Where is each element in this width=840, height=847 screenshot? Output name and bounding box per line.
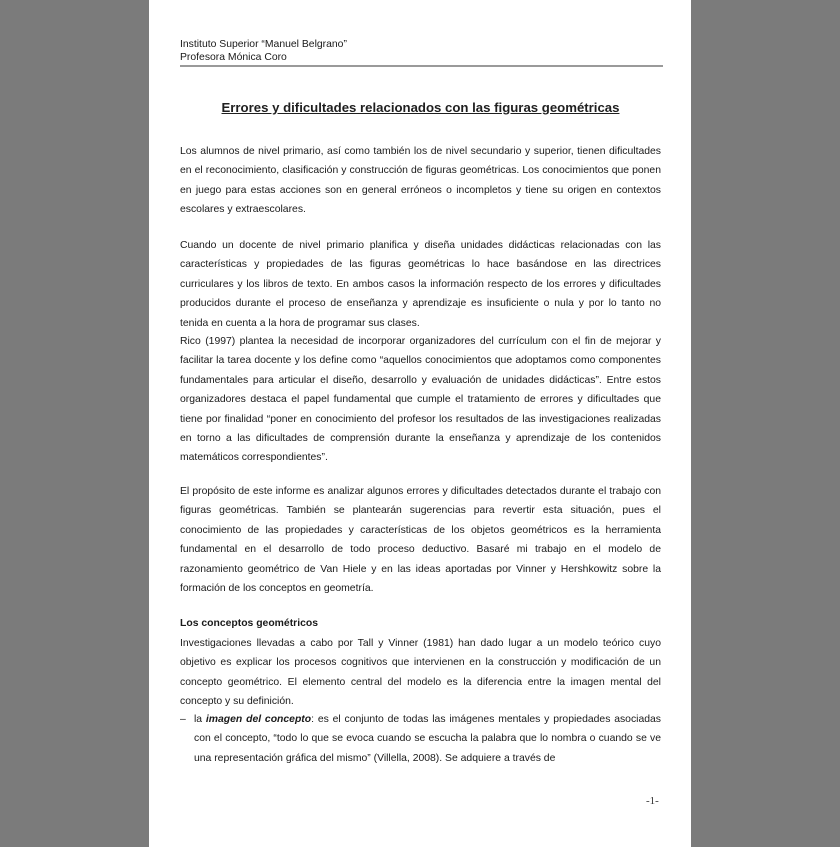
header-divider — [180, 65, 663, 67]
paragraph-3: Rico (1997) plantea la necesidad de incorporar organizadores del currículum con el fin de mejorar y facilitar la tarea docente y los define como “aquellos conocimientos que adoptamos como componentes fundamentales para articular el diseño, desarrollo y evaluación de unidades didácticas”. Entre estos organizadores destaca el papel fundamental que cumple el tratamiento de errores y dificultades que tiene por finalidad “poner en conocimiento del profesor los resultados de las investigaciones realizadas en torno a las dificultades de comprensión durante la enseñanza y aprendizaje de los contenidos matemáticos correspondientes”. — [180, 336, 661, 464]
section-paragraph: Investigaciones llevadas a cabo por Tall y Vinner (1981) han dado lugar a un modelo teórico cuyo objetivo es explicar los procesos cognitivos que intervienen en la construcción y modificación de un concepto geométrico. El elemento central del modelo es la diferencia entre la imagen mental del concepto y su definición. — [180, 638, 661, 708]
section-heading: Los conceptos geométricos — [180, 618, 318, 629]
page-content — [180, 38, 661, 764]
document-page — [149, 0, 691, 847]
bullet-prefix: la — [194, 714, 206, 725]
bullet-term: imagen del concepto — [205, 714, 312, 725]
header-institution: Instituto Superior “Manuel Belgrano” — [180, 39, 347, 50]
bullet-dash: – — [180, 714, 186, 725]
paragraph-1: Los alumnos de nivel primario, así como también los de nivel secundario y superior, tienen dificultades en el reconocimiento, clasificación y construcción de figuras geométricas. Los conocimientos que ponen en juego para estas acciones son en general erróneos o incompletos y tiene su origen en contextos escolares y extraescolares. — [180, 146, 661, 216]
paragraph-2: Cuando un docente de nivel primario planifica y diseña unidades didácticas relacionadas con las características y propiedades de las figuras geométricas lo hace basándose en las directrices curriculares y los libros de texto. En ambos casos la información respecto de los errores y dificultades producidos durante el proceso de enseñanza y aprendizaje es insuficiente o nula y por lo tanto no tenida en cuenta a la hora de programar sus clases. — [180, 240, 661, 329]
bullet-item — [180, 710, 661, 768]
bullet-text — [194, 710, 661, 768]
header-professor: Profesora Mónica Coro — [180, 52, 287, 63]
paragraph-4: El propósito de este informe es analizar algunos errores y dificultades detectados durante el trabajo con figuras geométricas. También se plantearán sugerencias para revertir esta situación, pues el conocimiento de las propiedades y características de los objetos geométricos es la herramienta fundamental en el desarrollo de todo proceso deductivo. Basaré mi trabajo en el modelo de razonamiento geométrico de Van Hiele y en las ideas aportadas por Vinner y Hershkowitz sobre la formación de los conceptos en geometría. — [180, 486, 661, 595]
document-title: Errores y dificultades relacionados con las figuras geométricas — [221, 100, 620, 115]
bullet-body: : es el conjunto de todas las imágenes mentales y propiedades asociadas con el concepto, “todo lo que se evoca cuando se escucha la palabra que lo nombra o cuando se ve una representación gráfica del mismo” (Villella, 2008). Se adquiere a través de — [194, 714, 661, 764]
page-number: -1- — [646, 795, 659, 807]
